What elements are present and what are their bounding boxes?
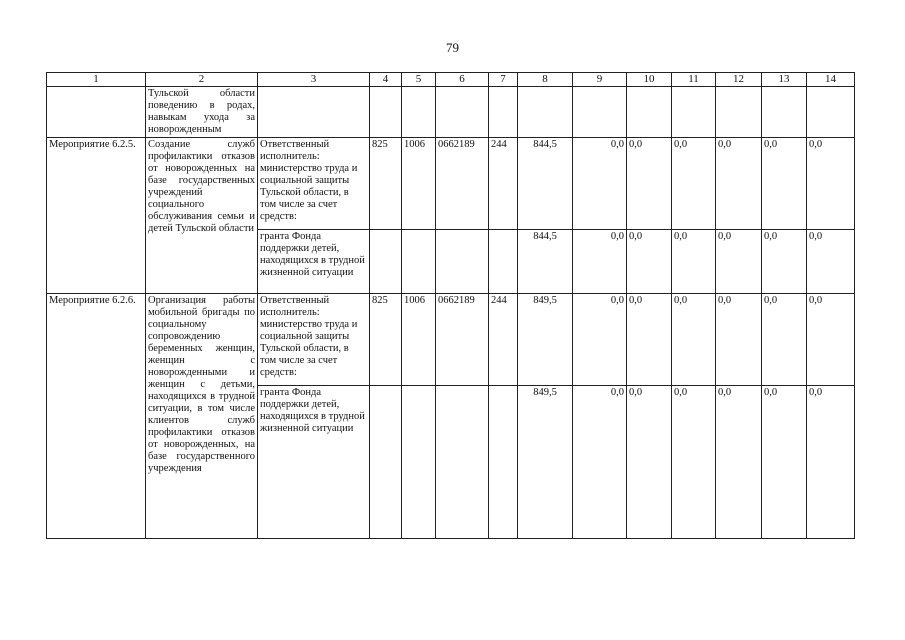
item-description: Организация работы мобильной бригады по социальному сопровождению беременных женщин, женщин с новорожденными и женщин с детьми, находящихся в трудной ситуации, в том числе клиентов служб профилактики отказов от новорожденных, на базе государственного учреждения — [146, 294, 258, 539]
table-cell: 0,0 — [807, 294, 855, 386]
table-cell: 1006 — [402, 138, 436, 230]
table-cell: 244 — [489, 138, 518, 230]
header-cell: 6 — [436, 73, 489, 87]
table-row — [47, 138, 855, 230]
funding-source: гранта Фонда поддержки детей, находящихся в трудной жизненной ситуации — [258, 386, 370, 539]
responsible-executor: Ответственный исполнитель: министерство труда и социальной защиты Тульской области, в том числе за счет средств: — [258, 138, 370, 230]
table-cell — [47, 87, 146, 138]
table-cell — [370, 87, 402, 138]
table-cell: 0,0 — [573, 230, 627, 294]
table-cell: 0,0 — [672, 386, 716, 539]
header-cell: 1 — [47, 73, 146, 87]
table-cell: 825 — [370, 294, 402, 386]
table-cell — [762, 87, 807, 138]
header-cell: 14 — [807, 73, 855, 87]
table-cell: 844,5 — [518, 230, 573, 294]
table-cell: 825 — [370, 138, 402, 230]
table-cell — [489, 87, 518, 138]
table-cell — [518, 87, 573, 138]
table-cell — [436, 230, 489, 294]
table-cell: 849,5 — [518, 294, 573, 386]
table-cell: 0,0 — [716, 386, 762, 539]
table-cell: 0662189 — [436, 294, 489, 386]
table-cell — [370, 230, 402, 294]
table-cell: 0,0 — [807, 386, 855, 539]
table-cell: 0,0 — [627, 294, 672, 386]
header-cell: 7 — [489, 73, 518, 87]
table-cell — [402, 230, 436, 294]
table-cell: 849,5 — [518, 386, 573, 539]
table-cell — [370, 386, 402, 539]
header-cell: 5 — [402, 73, 436, 87]
table-row — [47, 294, 855, 386]
table-cell: 0,0 — [716, 230, 762, 294]
table-cell: 244 — [489, 294, 518, 386]
table-cell: 0,0 — [716, 138, 762, 230]
table-cell: 0,0 — [672, 294, 716, 386]
item-description: Создание служб профилактики отказов от новорожденных на базе государственных учреждений социального обслуживания семьи и детей Тульской области — [146, 138, 258, 294]
table-cell: 0,0 — [762, 294, 807, 386]
item-name: Мероприятие 6.2.6. — [47, 294, 146, 539]
continuation-description: Тульской области поведению в родах, навыкам ухода за новорожденным — [146, 87, 258, 138]
table-cell: 0,0 — [672, 230, 716, 294]
table-cell: 0,0 — [716, 294, 762, 386]
table-cell — [716, 87, 762, 138]
table-cell: 0,0 — [762, 386, 807, 539]
table-cell — [436, 386, 489, 539]
header-cell: 4 — [370, 73, 402, 87]
responsible-executor: Ответственный исполнитель: министерство труда и социальной защиты Тульской области, в том числе за счет средств: — [258, 294, 370, 386]
table-cell — [402, 87, 436, 138]
table-cell: 1006 — [402, 294, 436, 386]
table-cell: 0,0 — [627, 386, 672, 539]
table-cell: 0,0 — [762, 138, 807, 230]
page-number: 79 — [446, 40, 459, 55]
table-row — [47, 87, 855, 138]
table-cell: 0,0 — [672, 138, 716, 230]
header-cell: 13 — [762, 73, 807, 87]
table-cell — [807, 87, 855, 138]
table-cell: 0,0 — [807, 138, 855, 230]
table-cell: 0,0 — [627, 230, 672, 294]
table-cell — [489, 230, 518, 294]
header-cell: 3 — [258, 73, 370, 87]
table-cell — [436, 87, 489, 138]
table-cell — [627, 87, 672, 138]
table-cell — [672, 87, 716, 138]
budget-table — [46, 72, 855, 539]
table-cell: 0,0 — [762, 230, 807, 294]
header-cell: 10 — [627, 73, 672, 87]
table-cell — [489, 386, 518, 539]
table-cell — [258, 87, 370, 138]
table-cell — [402, 386, 436, 539]
header-row — [47, 73, 855, 87]
item-name: Мероприятие 6.2.5. — [47, 138, 146, 294]
table-cell: 0,0 — [627, 138, 672, 230]
header-cell: 9 — [573, 73, 627, 87]
table-cell: 0,0 — [573, 138, 627, 230]
table-cell: 0,0 — [807, 230, 855, 294]
table-cell: 0662189 — [436, 138, 489, 230]
header-cell: 12 — [716, 73, 762, 87]
header-cell: 2 — [146, 73, 258, 87]
table-cell: 0,0 — [573, 294, 627, 386]
table-cell — [573, 87, 627, 138]
table-cell: 844,5 — [518, 138, 573, 230]
header-cell: 11 — [672, 73, 716, 87]
header-cell: 8 — [518, 73, 573, 87]
table-cell: 0,0 — [573, 386, 627, 539]
funding-source: гранта Фонда поддержки детей, находящихся в трудной жизненной ситуации — [258, 230, 370, 294]
